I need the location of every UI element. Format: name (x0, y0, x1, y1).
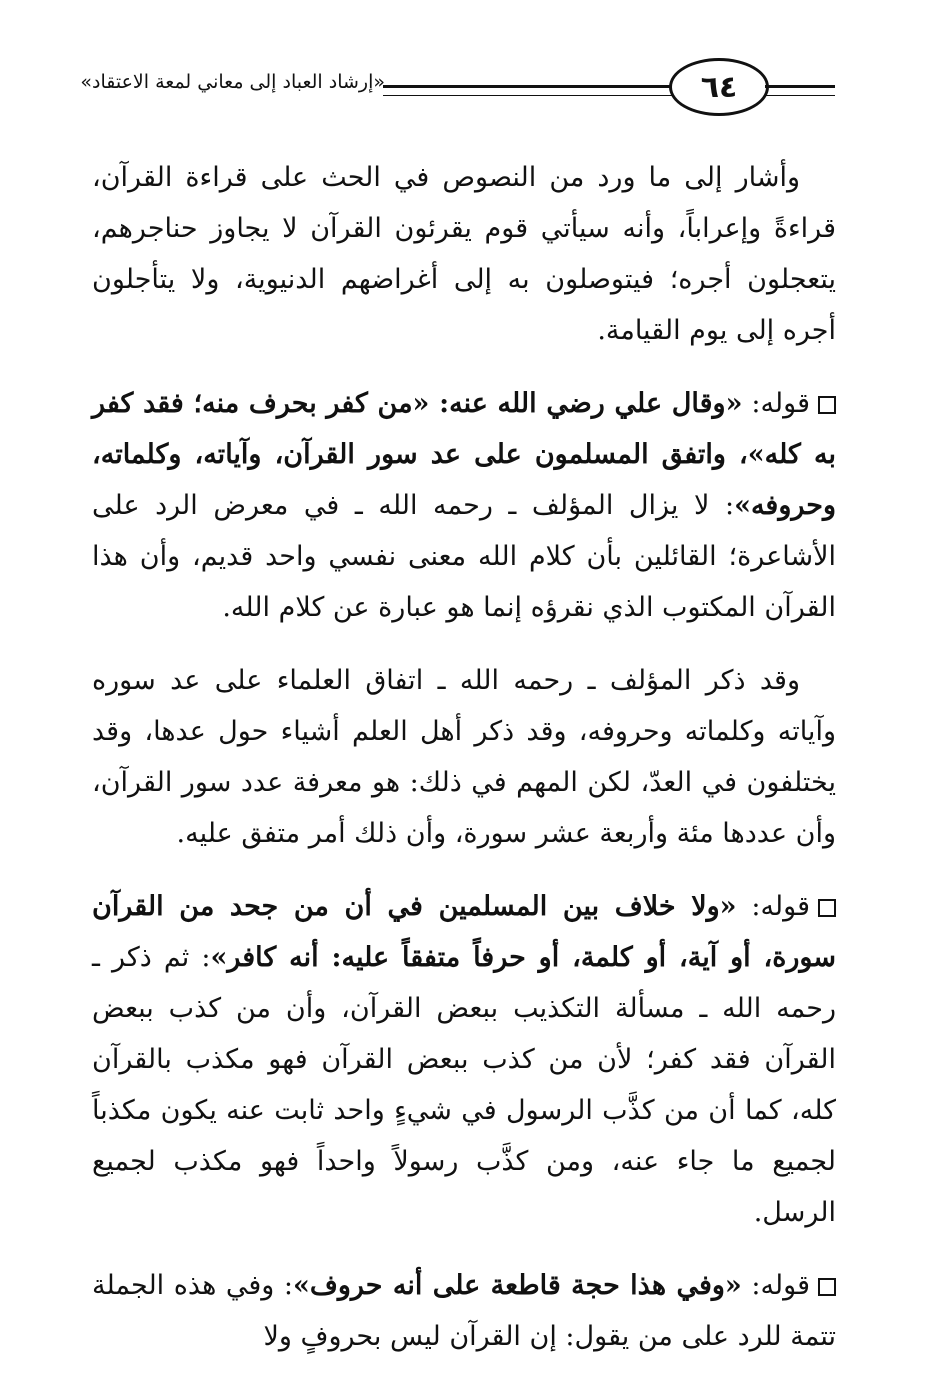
running-title: «إرشاد العباد إلى معاني لمعة الاعتقاد» (80, 71, 385, 93)
paragraph-quote: «وفي هذا حجة قاطعة على أنه حروف» (292, 1270, 742, 1301)
header-rule-right (765, 85, 835, 96)
paragraph-lead: قوله: (751, 1270, 811, 1301)
paragraph-text: وأشار إلى ما ورد من النصوص في الحث على قراءة القرآن، قراءةً وإعراباً، وأنه سيأتي قوم يقرئون القرآن لا يجاوز حناجرهم، يتعجلون أجره؛ فيتوصلون به إلى أغراضهم الدنيوية، ولا يتأجلون أجره إلى يوم القيامة. (92, 162, 836, 346)
page-number-badge (669, 58, 769, 116)
paragraph-lead: قوله: (751, 891, 811, 922)
paragraph-4 (92, 881, 836, 1238)
paragraph-3 (92, 655, 836, 859)
paragraph-lead: قوله: (751, 388, 810, 419)
paragraph-quote: «وقال علي رضي الله عنه: «من كفر بحرف منه؛ فقد كفر به كله»، واتفق المسلمون على عد سور القرآن، وآياته، وكلماته، وحروفه» (92, 388, 837, 521)
body-text (92, 152, 836, 1384)
paragraph-5 (92, 1260, 836, 1362)
paragraph-1 (92, 152, 836, 356)
page-number: ٦٤ (700, 69, 738, 105)
paragraph-text: : ثم ذكر ـ رحمه الله ـ مسألة التكذيب ببعض القرآن، وأن من كذب ببعض القرآن فقد كفر؛ لأن من كذب ببعض القرآن فهو مكذب بالقرآن كله، كما أن من كذَّب الرسول في شيءٍ واحد ثابت عنه يكون مكذباً لجميع ما جاء عنه، ومن كذَّب رسولاً واحداً فهو مكذب لجميع الرسل. (92, 942, 836, 1228)
header-rule-left (383, 85, 673, 96)
paragraph-text: : وفي هذه الجملة تتمة للرد على من يقول: إن القرآن ليس بحروفٍ ولا (92, 1270, 836, 1352)
page-header (80, 55, 835, 125)
checkbox-bullet-icon (818, 396, 836, 414)
paragraph-text: : لا يزال المؤلف ـ رحمه الله ـ في معرض الرد على الأشاعرة؛ القائلين بأن كلام الله معنى نفسي واحد قديم، وأن هذا القرآن المكتوب الذي نقرؤه إنما هو عبارة عن كلام الله. (92, 490, 836, 623)
checkbox-bullet-icon (818, 899, 836, 917)
paragraph-text: وقد ذكر المؤلف ـ رحمه الله ـ اتفاق العلماء على عد سوره وآياته وكلماته وحروفه، وقد ذكر أهل العلم أشياء حول عدها، وقد يختلفون في العدّ، لكن المهم في ذلك: هو معرفة عدد سور القرآن، وأن عددها مئة وأربعة عشر سورة، وأن ذلك أمر متفق عليه. (92, 665, 836, 849)
paragraph-2 (92, 378, 836, 633)
checkbox-bullet-icon (818, 1278, 836, 1296)
paragraph-quote: «ولا خلاف بين المسلمين في أن من جحد من القرآن سورة، أو آية، أو كلمة، أو حرفاً متفقاً عليه: أنه كافر» (92, 891, 837, 973)
